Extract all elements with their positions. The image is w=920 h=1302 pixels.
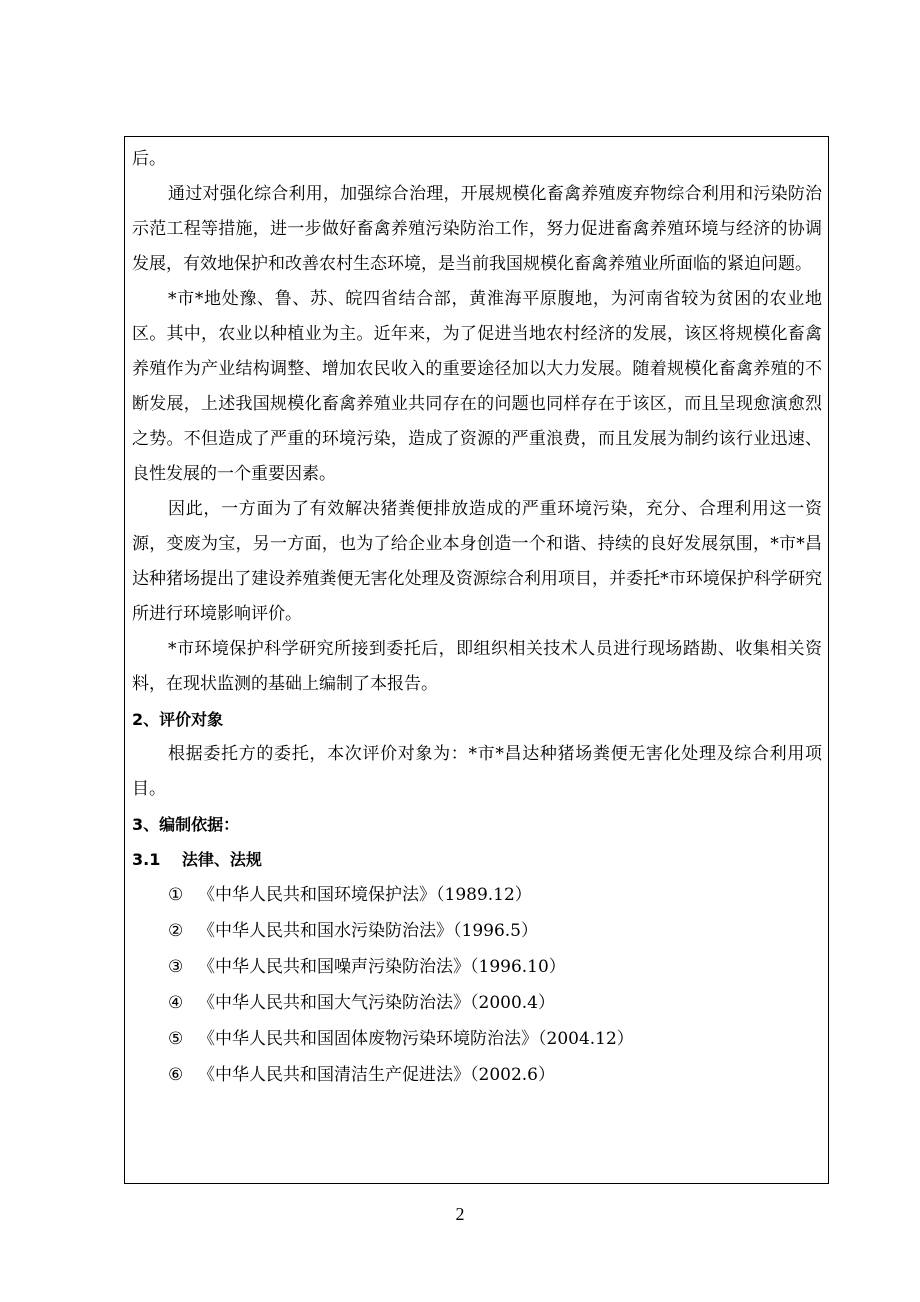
section-3-heading: 3、编制依据： [132, 815, 240, 834]
law-title: 《中华人民共和国环境保护法》（1989.12） [198, 885, 532, 905]
list-marker: ② [168, 921, 184, 941]
list-item [168, 877, 822, 913]
list-item [168, 985, 822, 1021]
paragraph-5: *市环境保护科学研究所接到委托后，即组织相关技术人员进行现场踏勘、收集相关资料，在现状监测的基础上编制了本报告。 [132, 639, 822, 694]
page-number: 2 [455, 1204, 465, 1224]
law-title: 《中华人民共和国清洁生产促进法》（2002.6） [198, 1065, 555, 1085]
list-item [168, 949, 822, 985]
paragraph-1: 后。 [132, 149, 166, 169]
list-item [168, 1021, 822, 1057]
law-title: 《中华人民共和国固体废物污染环境防治法》（2004.12） [198, 1029, 634, 1049]
list-item [168, 913, 822, 949]
paragraph-3: *市*地处豫、鲁、苏、皖四省结合部，黄淮海平原腹地，为河南省较为贫困的农业地区。其中，农业以种植业为主。近年来，为了促进当地农村经济的发展，该区将规模化畜禽养殖作为产业结构调整、增加农民收入的重要途径加以大力发展。随着规模化畜禽养殖的不断发展，上述我国规模化畜禽养殖业共同存在的问题也同样存在于该区，而且呈现愈演愈烈之势。不但造成了严重的环境污染，造成了资源的严重浪费，而且发展为制约该行业迅速、良性发展的一个重要因素。 [132, 289, 822, 484]
list-marker: ① [168, 885, 184, 905]
law-list [132, 877, 822, 1093]
list-marker: ⑥ [168, 1065, 184, 1085]
list-item [168, 1057, 822, 1093]
section-2-text: 根据委托方的委托，本次评价对象为：*市*昌达种猪场粪便无害化处理及综合利用项目。 [132, 744, 822, 799]
paragraph-4: 因此，一方面为了有效解决猪粪便排放造成的严重环境污染，充分、合理利用这一资源，变废为宝，另一方面，也为了给企业本身创造一个和谐、持续的良好发展氛围，*市*昌达种猪场提出了建设养殖粪便无害化处理及资源综合利用项目，并委托*市环境保护科学研究所进行环境影响评价。 [132, 499, 822, 624]
list-marker: ③ [168, 957, 184, 977]
paragraph-2: 通过对强化综合利用，加强综合治理，开展规模化畜禽养殖废弃物综合利用和污染防治示范工程等措施，进一步做好畜禽养殖污染防治工作，努力促进畜禽养殖环境与经济的协调发展，有效地保护和改善农村生态环境，是当前我国规模化畜禽养殖业所面临的紧迫问题。 [132, 184, 822, 274]
list-marker: ④ [168, 993, 184, 1013]
list-marker: ⑤ [168, 1029, 184, 1049]
law-title: 《中华人民共和国噪声污染防治法》（1996.10） [198, 957, 566, 977]
law-title: 《中华人民共和国水污染防治法》（1996.5） [198, 921, 538, 941]
document-body [132, 142, 822, 1093]
law-title: 《中华人民共和国大气污染防治法》（2000.4） [198, 993, 555, 1013]
section-2-heading: 2、评价对象 [132, 710, 224, 729]
section-3-1-heading: 3.1 法律、法规 [132, 850, 262, 869]
